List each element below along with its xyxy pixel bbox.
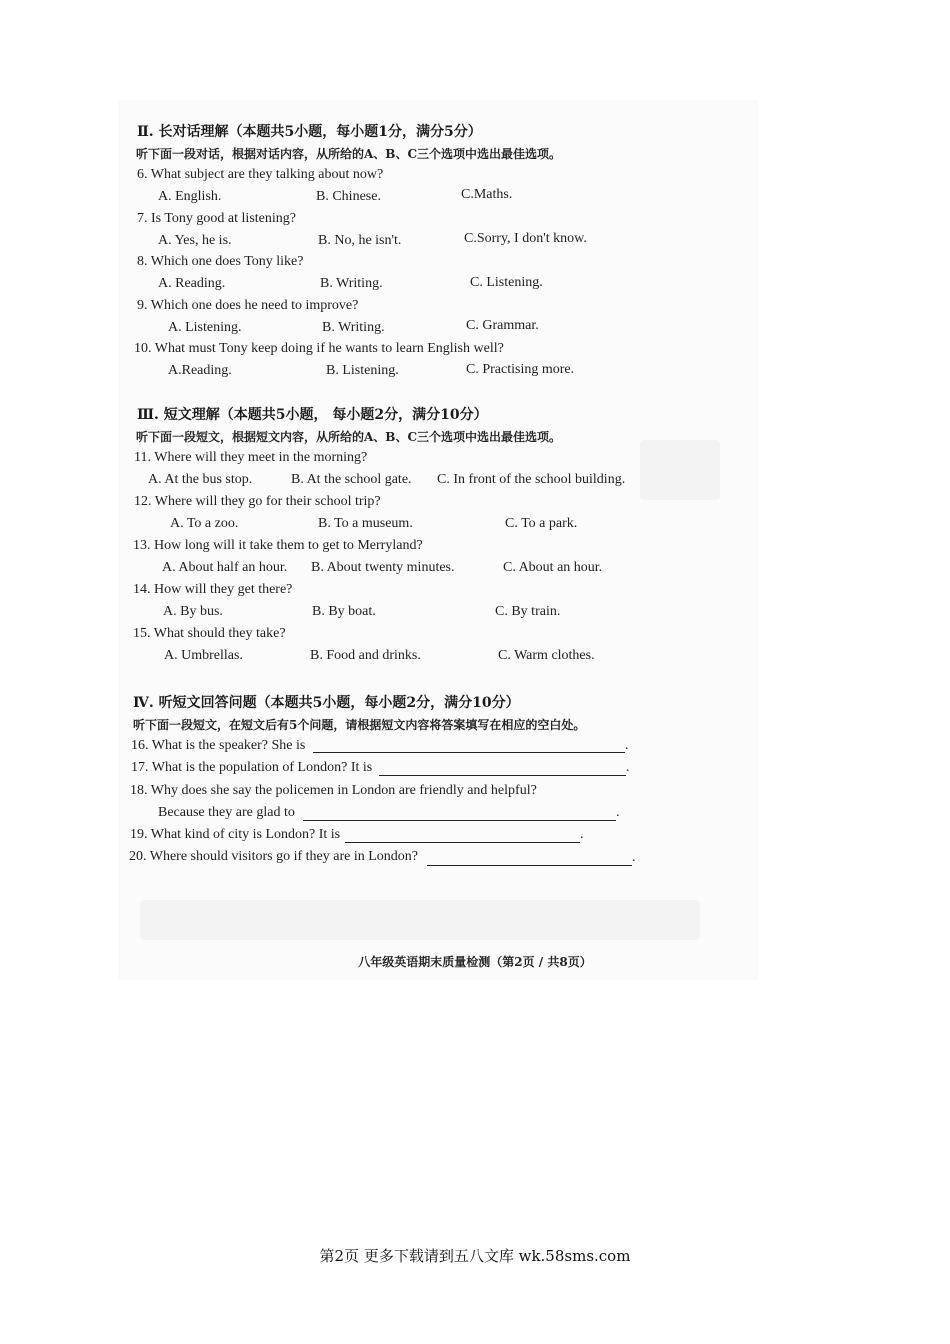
option-c: C. By train.	[495, 604, 561, 619]
section-instruction: 听下面一段短文，在短文后有5个问题，请根据短文内容将答案填写在相应的空白处。	[133, 718, 586, 732]
option-c: C. About an hour.	[503, 560, 603, 575]
section-instruction: 听下面一段对话，根据对话内容，从所给的A、B、C三个选项中选出最佳选项。	[136, 147, 562, 161]
option-a: A. Listening.	[168, 320, 242, 335]
question-text: 13. How long will it take them to get to Merryland?	[133, 538, 423, 553]
question-text: 14. How will they get there?	[133, 582, 293, 597]
option-b: B. About twenty minutes.	[311, 560, 455, 575]
question-text: 12. Where will they go for their school trip?	[134, 494, 381, 509]
question-text: 20. Where should visitors go if they are in London?	[129, 849, 419, 864]
question-text: 10. What must Tony keep doing if he wants to learn English well?	[134, 341, 504, 356]
option-c: C.Maths.	[461, 187, 513, 202]
option-a: A. By bus.	[163, 604, 223, 619]
option-a: A.Reading.	[168, 363, 232, 378]
option-a: A. To a zoo.	[170, 516, 239, 531]
question-text: 19. What kind of city is London? It is	[130, 827, 341, 842]
option-c: C. In front of the school building.	[437, 472, 626, 487]
question-text: 6. What subject are they talking about now?	[137, 167, 384, 182]
option-a: A. Umbrellas.	[164, 648, 243, 663]
option-c: C. Grammar.	[466, 318, 539, 333]
option-b: B. Chinese.	[316, 189, 381, 204]
answer-blank[interactable]	[303, 820, 616, 821]
option-b: B. Food and drinks.	[310, 648, 421, 663]
answer-blank[interactable]	[427, 865, 632, 866]
option-a: A. About half an hour.	[162, 560, 288, 575]
question-text: 15. What should they take?	[133, 626, 286, 641]
section-title: Ⅳ. 听短文回答问题（本题共5小题，每小题2分，满分10分）	[133, 695, 520, 711]
period: .	[632, 850, 636, 865]
scan-smudge	[640, 440, 720, 500]
page-footer: 八年级英语期末质量检测（第2页 / 共8页）	[358, 955, 592, 969]
scan-smudge	[140, 900, 700, 940]
answer-blank[interactable]	[345, 842, 580, 843]
option-a: A. Reading.	[158, 276, 226, 291]
section-instruction: 听下面一段短文，根据短文内容，从所给的A、B、C三个选项中选出最佳选项。	[136, 430, 562, 444]
option-c: C. Warm clothes.	[498, 648, 595, 663]
section-title: Ⅱ. 长对话理解（本题共5小题，每小题1分，满分5分）	[137, 124, 482, 140]
option-b: B. At the school gate.	[291, 472, 412, 487]
question-text: 7. Is Tony good at listening?	[137, 211, 296, 226]
option-c: C.Sorry, I don't know.	[464, 231, 587, 246]
option-a: A. Yes, he is.	[158, 233, 232, 248]
option-b: B. Writing.	[322, 320, 385, 335]
option-b: B. No, he isn't.	[318, 233, 402, 248]
option-b: B. To a museum.	[318, 516, 413, 531]
download-footer: 第2页 更多下载请到五八文库 wk.58sms.com	[319, 1247, 631, 1265]
option-c: C. Listening.	[470, 275, 543, 290]
answer-blank[interactable]	[313, 752, 625, 753]
period: .	[626, 760, 630, 775]
option-c: C. Practising more.	[466, 362, 575, 377]
period: .	[616, 805, 620, 820]
question-text: 8. Which one does Tony like?	[137, 254, 304, 269]
option-b: B. Listening.	[326, 363, 399, 378]
period: .	[625, 738, 629, 753]
question-answer-lead: Because they are glad to	[158, 805, 295, 820]
option-b: B. By boat.	[312, 604, 376, 619]
option-a: A. English.	[158, 189, 222, 204]
section-title: Ⅲ. 短文理解（本题共5小题， 每小题2分，满分10分）	[137, 407, 488, 423]
question-text: 17. What is the population of London? It is	[131, 760, 373, 775]
answer-blank[interactable]	[379, 775, 626, 776]
question-text: 18. Why does she say the policemen in London are friendly and helpful?	[130, 783, 537, 798]
question-text: 9. Which one does he need to improve?	[137, 298, 359, 313]
question-text: 16. What is the speaker? She is	[131, 738, 306, 753]
option-c: C. To a park.	[505, 516, 578, 531]
question-text: 11. Where will they meet in the morning?	[134, 450, 368, 465]
period: .	[580, 827, 584, 842]
option-a: A. At the bus stop.	[148, 472, 253, 487]
option-b: B. Writing.	[320, 276, 383, 291]
